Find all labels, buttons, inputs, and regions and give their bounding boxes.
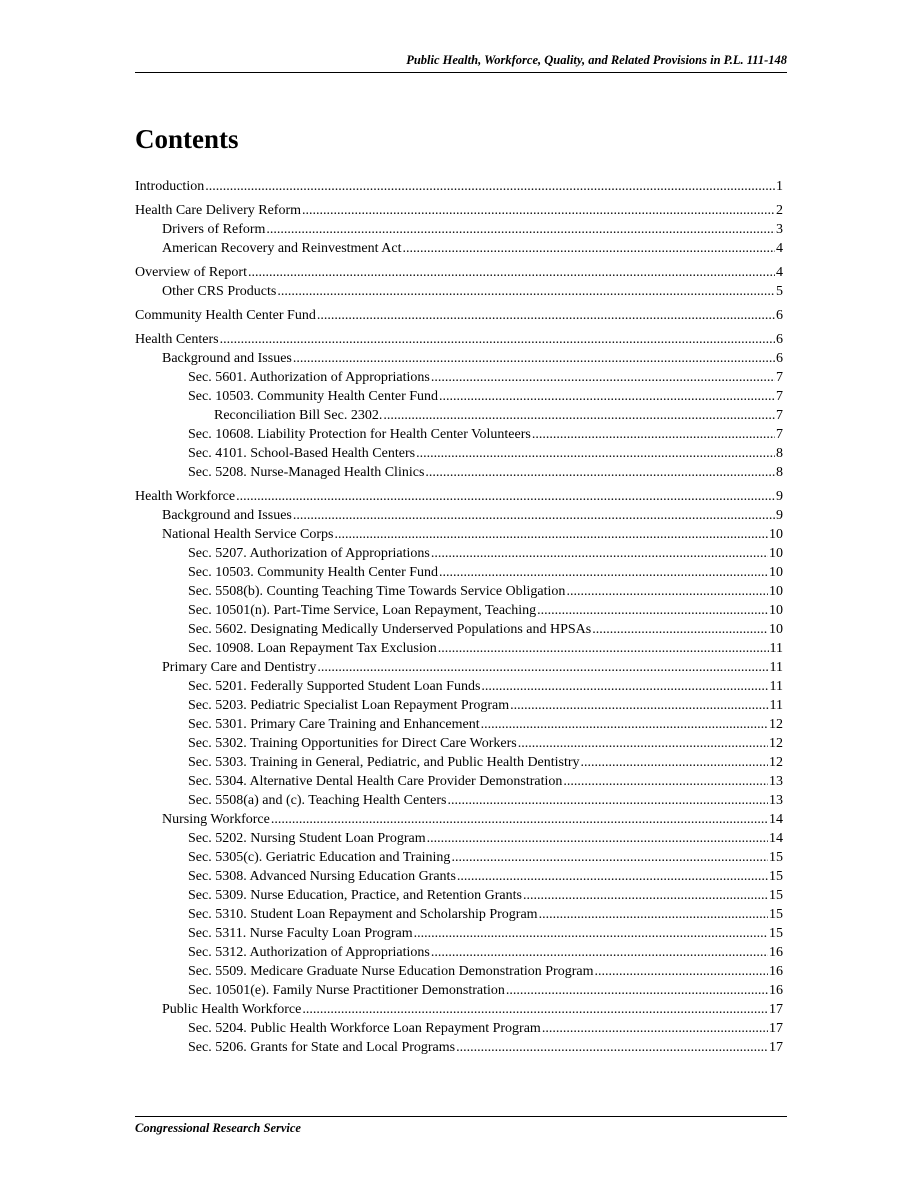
toc-entry-page: 10 [769,603,783,618]
page-title: Contents [135,124,239,154]
toc-entry-title: Sec. 5602. Designating Medically Underserved Populations and HPSAs [188,622,592,637]
toc-entry-title: Sec. 5203. Pediatric Specialist Loan Repayment Program [188,698,510,713]
toc-entry-title: Public Health Workforce [162,1002,302,1017]
toc-entry[interactable] [135,201,783,220]
toc-entry[interactable] [135,886,783,905]
toc-entry-title: Health Care Delivery Reform [135,203,301,218]
toc-entry-page: 16 [769,945,783,960]
toc-entry-page: 17 [769,1002,783,1017]
toc-entry-title: Overview of Report [135,265,247,280]
toc-entry-page: 15 [769,926,783,941]
dot-leader [592,620,768,639]
toc-entry-page: 12 [769,717,783,732]
toc-entry-title: Other CRS Products [162,284,277,299]
toc-entry-title: Reconciliation Bill Sec. 2302. [214,408,383,423]
toc-entry-page: 6 [776,332,783,347]
toc-entry-title: Nursing Workforce [162,812,270,827]
dot-leader [431,368,775,387]
toc-entry-title: National Health Service Corps [162,527,334,542]
toc-entry-page: 15 [769,888,783,903]
toc-entry[interactable] [135,463,783,482]
toc-entry[interactable] [135,753,783,772]
toc-entry-page: 7 [776,427,783,442]
toc-entry[interactable] [135,867,783,886]
toc-entry-title: Sec. 5601. Authorization of Appropriations [188,370,430,385]
dot-leader [205,177,775,196]
dot-leader [457,867,768,886]
toc-entry-title: American Recovery and Reinvestment Act [162,241,402,256]
dot-leader [595,962,769,981]
toc-entry[interactable] [135,620,783,639]
dot-leader [447,791,768,810]
toc-entry[interactable] [135,905,783,924]
toc-entry-title: Sec. 10503. Community Health Center Fund [188,389,439,404]
toc-entry[interactable] [135,943,783,962]
toc-entry-title: Sec. 5302. Training Opportunities for Direct Care Workers [188,736,517,751]
toc-entry[interactable] [135,544,783,563]
toc-entry-title: Sec. 5309. Nurse Education, Practice, and Retention Grants [188,888,522,903]
toc-entry-page: 7 [776,370,783,385]
dot-leader [271,810,768,829]
toc-entry-page: 9 [776,508,783,523]
toc-entry-page: 13 [769,793,783,808]
dot-leader [518,734,768,753]
toc-entry-title: Community Health Center Fund [135,308,316,323]
toc-entry[interactable] [135,772,783,791]
toc-entry-page: 10 [769,565,783,580]
toc-entry-page: 10 [769,527,783,542]
dot-leader [293,506,775,525]
toc-entry-title: Sec. 5301. Primary Care Training and Enhancement [188,717,480,732]
toc-entry-title: Sec. 5312. Authorization of Appropriations [188,945,430,960]
toc-entry-title: Health Centers [135,332,219,347]
dot-leader [563,772,768,791]
dot-leader [581,753,768,772]
toc-entry[interactable] [135,715,783,734]
toc-entry[interactable] [135,829,783,848]
toc-entry-page: 8 [776,465,783,480]
toc-entry[interactable] [135,406,783,425]
toc-entry-page: 14 [769,812,783,827]
toc-entry-title: Sec. 5509. Medicare Graduate Nurse Education Demonstration Program [188,964,594,979]
toc-entry[interactable] [135,525,783,544]
toc-entry-page: 11 [769,698,783,713]
toc-entry-title: Sec. 5201. Federally Supported Student Loan Funds [188,679,481,694]
toc-entry[interactable] [135,263,783,282]
toc-entry[interactable] [135,810,783,829]
toc-entry-page: 2 [776,203,783,218]
toc-entry[interactable] [135,220,783,239]
toc-entry-title: Sec. 5207. Authorization of Appropriations [188,546,430,561]
toc-entry-page: 16 [769,983,783,998]
running-header: Public Health, Workforce, Quality, and Related Provisions in P.L. 111-148 [135,53,787,73]
toc-entry-page: 14 [769,831,783,846]
toc-entry-title: Sec. 5304. Alternative Dental Health Care Provider Demonstration [188,774,563,789]
toc-entry-page: 7 [776,389,783,404]
toc-entry-title: Sec. 10908. Loan Repayment Tax Exclusion [188,641,437,656]
toc-entry-page: 15 [769,850,783,865]
dot-leader [317,306,775,325]
dot-leader [451,848,768,867]
toc-entry[interactable] [135,177,783,196]
toc-entry-title: Background and Issues [162,508,292,523]
toc-entry-page: 15 [769,869,783,884]
toc-entry-page: 4 [776,241,783,256]
toc-entry[interactable] [135,306,783,325]
toc-entry-title: Sec. 5508(a) and (c). Teaching Health Centers [188,793,447,808]
dot-leader [334,525,768,544]
dot-leader [402,239,775,258]
toc-entry[interactable] [135,962,783,981]
toc-entry-title: Sec. 10501(e). Family Nurse Practitioner Demonstration [188,983,505,998]
toc-entry-page: 15 [769,907,783,922]
toc-entry[interactable] [135,330,783,349]
toc-entry[interactable] [135,387,783,406]
toc-entry-title: Sec. 5202. Nursing Student Loan Program [188,831,426,846]
dot-leader [248,263,775,282]
toc-entry[interactable] [135,848,783,867]
toc-entry-page: 13 [769,774,783,789]
toc-entry-title: Background and Issues [162,351,292,366]
toc-entry-title: Sec. 5303. Training in General, Pediatric, and Public Health Dentistry [188,755,580,770]
dot-leader [456,1038,768,1057]
dot-leader [425,463,775,482]
toc-entry-title: Sec. 5311. Nurse Faculty Loan Program [188,926,413,941]
toc-entry-page: 10 [769,584,783,599]
toc-entry[interactable] [135,487,783,506]
toc-entry[interactable] [135,601,783,620]
toc-entry-title: Sec. 5208. Nurse-Managed Health Clinics [188,465,425,480]
toc-entry[interactable] [135,563,783,582]
toc-entry[interactable] [135,444,783,463]
dot-leader [383,406,775,425]
toc-entry-page: 16 [769,964,783,979]
dot-leader [539,905,768,924]
dot-leader [431,544,768,563]
toc-entry[interactable] [135,791,783,810]
toc-entry-title: Drivers of Reform [162,222,266,237]
dot-leader [427,829,768,848]
toc-entry[interactable] [135,658,783,677]
dot-leader [293,349,775,368]
toc-entry-page: 11 [769,679,783,694]
toc-entry-page: 11 [769,660,783,675]
toc-entry-title: Sec. 5206. Grants for State and Local Programs [188,1040,456,1055]
toc-entry-title: Sec. 5204. Public Health Workforce Loan Repayment Program [188,1021,541,1036]
toc-entry[interactable] [135,282,783,301]
dot-leader [438,639,769,658]
toc-entry[interactable] [135,349,783,368]
dot-leader [439,387,775,406]
toc-entry[interactable] [135,1019,783,1038]
toc-entry-title: Sec. 5305(c). Geriatric Education and Training [188,850,451,865]
toc-entry-title: Health Workforce [135,489,236,504]
table-of-contents [135,177,783,1057]
toc-entry-title: Sec. 5508(b). Counting Teaching Time Towards Service Obligation [188,584,566,599]
toc-entry-page: 8 [776,446,783,461]
toc-entry-title: Sec. 5310. Student Loan Repayment and Scholarship Program [188,907,538,922]
toc-entry[interactable] [135,677,783,696]
toc-entry-page: 9 [776,489,783,504]
toc-entry[interactable] [135,1000,783,1019]
dot-leader [481,677,768,696]
dot-leader [277,282,775,301]
dot-leader [317,658,768,677]
dot-leader [510,696,768,715]
toc-entry[interactable] [135,239,783,258]
dot-leader [506,981,768,1000]
toc-entry-page: 6 [776,351,783,366]
dot-leader [220,330,775,349]
toc-entry[interactable] [135,1038,783,1057]
dot-leader [523,886,768,905]
toc-entry[interactable] [135,981,783,1000]
toc-entry-page: 5 [776,284,783,299]
toc-entry-page: 10 [769,622,783,637]
toc-entry-title: Sec. 10503. Community Health Center Fund [188,565,439,580]
toc-entry-page: 10 [769,546,783,561]
toc-entry-page: 12 [769,736,783,751]
toc-entry-title: Sec. 4101. School-Based Health Centers [188,446,416,461]
dot-leader [537,601,768,620]
toc-entry[interactable] [135,924,783,943]
dot-leader [302,1000,768,1019]
dot-leader [542,1019,768,1038]
dot-leader [431,943,768,962]
toc-entry-title: Introduction [135,179,205,194]
running-footer: Congressional Research Service [135,1116,787,1136]
dot-leader [266,220,775,239]
toc-entry[interactable] [135,425,783,444]
toc-entry-page: 1 [776,179,783,194]
toc-entry-page: 6 [776,308,783,323]
toc-entry-title: Sec. 10501(n). Part-Time Service, Loan Repayment, Teaching [188,603,537,618]
dot-leader [236,487,775,506]
toc-entry-title: Sec. 10608. Liability Protection for Health Center Volunteers [188,427,531,442]
dot-leader [414,924,768,943]
toc-entry[interactable] [135,639,783,658]
toc-entry[interactable] [135,506,783,525]
toc-entry-title: Sec. 5308. Advanced Nursing Education Grants [188,869,456,884]
toc-entry[interactable] [135,696,783,715]
toc-entry-page: 12 [769,755,783,770]
toc-entry[interactable] [135,734,783,753]
dot-leader [302,201,775,220]
toc-entry-page: 17 [769,1021,783,1036]
toc-entry-page: 7 [776,408,783,423]
toc-entry-title: Primary Care and Dentistry [162,660,317,675]
toc-entry[interactable] [135,368,783,387]
toc-entry-page: 4 [776,265,783,280]
toc-entry-page: 3 [776,222,783,237]
toc-entry-page: 17 [769,1040,783,1055]
dot-leader [481,715,768,734]
toc-entry[interactable] [135,582,783,601]
dot-leader [439,563,768,582]
dot-leader [532,425,775,444]
dot-leader [566,582,768,601]
dot-leader [416,444,775,463]
toc-entry-page: 11 [769,641,783,656]
